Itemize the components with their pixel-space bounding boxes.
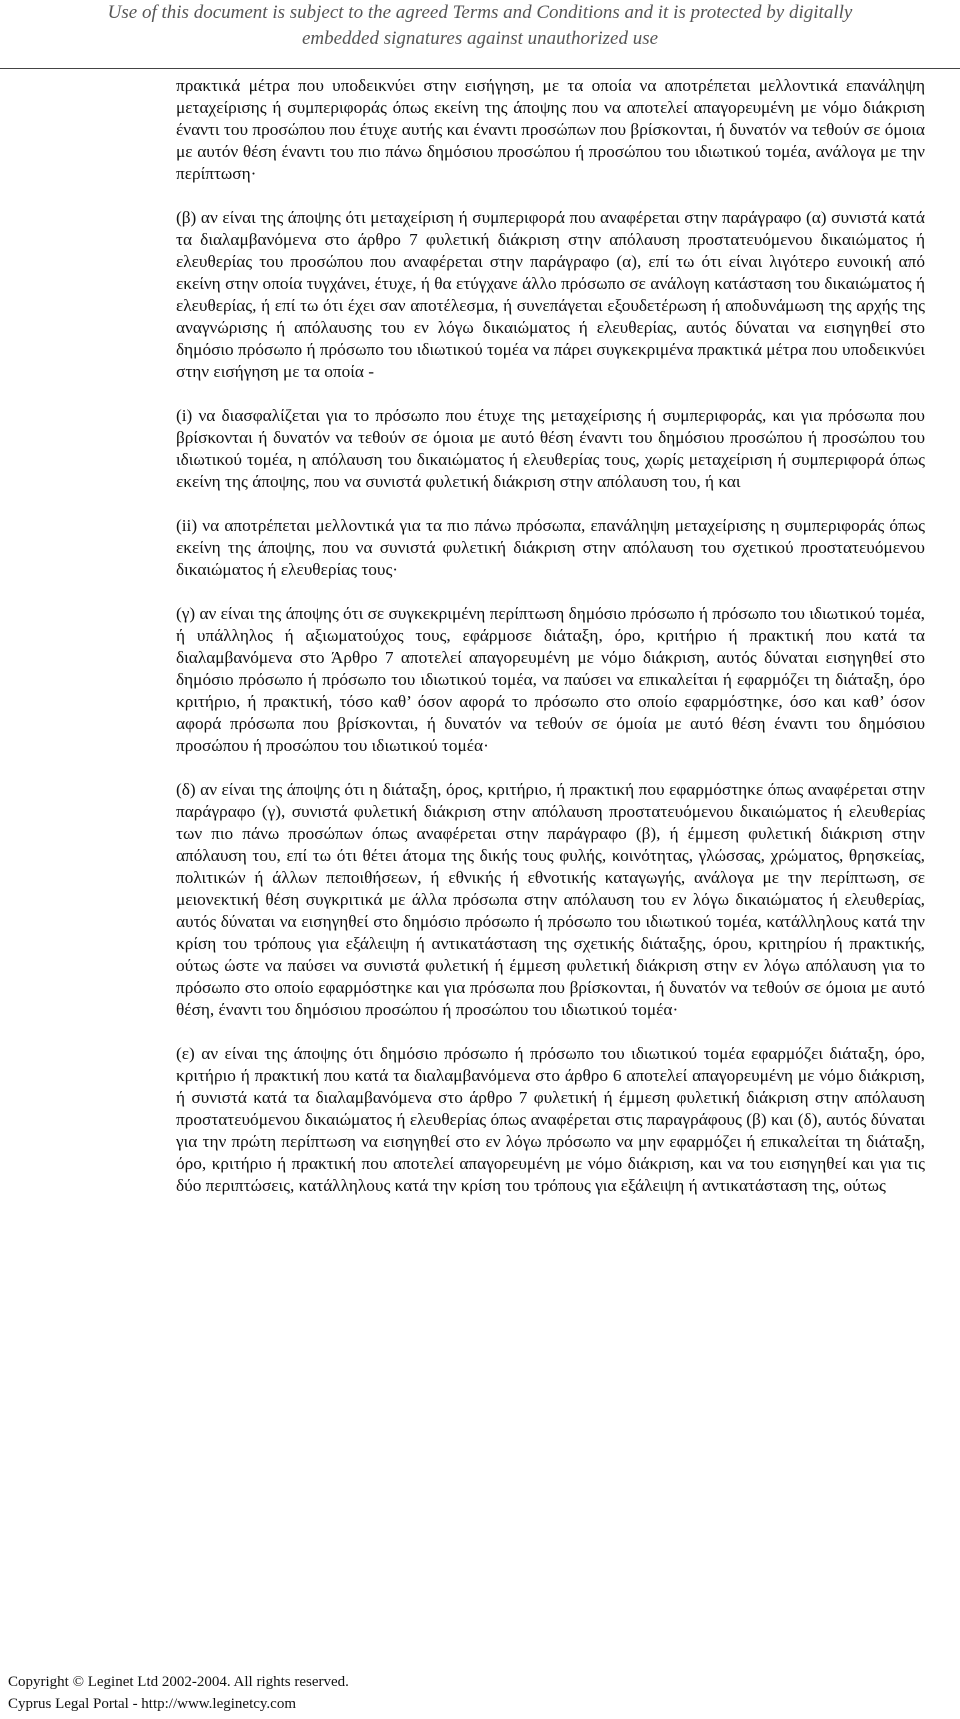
footer-copyright: Copyright © Leginet Ltd 2002-2004. All rights reserved. <box>8 1674 349 1690</box>
header-line-2: embedded signatures against unauthorized use <box>301 28 659 49</box>
paragraph-continuation: πρακτικά μέτρα που υποδεικνύει στην εισήγηση, με τα οποία να αποτρέπεται μελλοντικά επανάληψη μεταχείρισης ή συμπεριφοράς όπως εκείνη της άποψης που να αποτελεί απαγορευμένη με νόμο διάκριση έναντι του προσώπου που έτυχε αυτής και έναντι προσώπων που βρίσκονται, ή δυνατόν να τεθούν σε όμοια με αυτόν θέση έναντι του πιο πάνω δημόσιου προσώπου ή προσώπου του ιδιωτικού τομέα, ανάλογα με την περίπτωση· <box>176 76 925 183</box>
paragraph-c: (γ) αν είναι της άποψης ότι σε συγκεκριμένη περίπτωση δημόσιο πρόσωπο ή πρόσωπο του ιδιωτικού τομέα, ή υπάλληλος ή αξιωματούχος τους, εφάρμοσε διάταξη, όρο, κριτήριο ή πρακτική που κατά τα διαλαμβανόμενα στο Άρθρο 7 αποτελεί απαγορευμένη με νόμο διάκριση, αυτός δύναται εισηγηθεί στο δημόσιο πρόσωπο ή πρόσωπο του ιδιωτικού τομέα, να παύσει να επικαλείται ή εφαρμόζει τη διάταξη, όρο κριτήριο, ή πρακτική, τόσο καθ’ όσον αφορά το πρόσωπο στο οποίο εφαρμόστηκε, όσο και καθ’ όσον αφορά πρόσωπα που βρίσκονται, ή δυνατόν να τεθούν σε όμοία με αυτό θέση έναντι του δημόσιου προσώπου ή προσώπου του ιδιωτικού τομέα· <box>176 604 925 755</box>
paragraph-b-i: (i) να διασφαλίζεται για το πρόσωπο που έτυχε της μεταχείρισης ή συμπεριφοράς, και για πρόσωπα που βρίσκονται ή δυνατόν να τεθούν σε όμοια με αυτό θέση έναντι του δημόσιου προσώπου ή προσώπου του ιδιωτικού τομέα, η απόλαυση του δικαιώματος ή ελευθερίας τους, χωρίς μεταχείριση ή συμπεριφορά όπως εκείνη της άποψης, που να συνιστά φυλετική διάκριση στην απόλαυση του, ή και <box>176 406 925 491</box>
paragraph-e: (ε) αν είναι της άποψης ότι δημόσιο πρόσωπο ή πρόσωπο του ιδιωτικού τομέα εφαρμόζει διάταξη, όρο, κριτήριο ή πρακτική που κατά τα διαλαμβανόμενα στο άρθρο 6 αποτελεί απαγορευμένη με νόμο διάκριση, ή συνιστά κατά τα διαλαμβανόμενα στο άρθρο 7 φυλετική ή έμμεση φυλετική διάκριση στην απόλαυση προστατευόμενου δικαιώματος ή ελευθερίας όπως αναφέρεται στις παραγράφους (β) και (δ), αυτός δύναται για την πρώτη περίπτωση να εισηγηθεί στο εν λόγω πρόσωπο να μην εφαρμόζει ή επικαλείται τη διάταξη, όρο, κριτήριο ή πρακτική που αποτελεί απαγορευμένη με νόμο διάκριση, και να του εισηγηθεί και για τις δύο περιπτώσεις, κατάλληλους κατά την κρίση του τρόπους για εξάλειψη ή αντικατάσταση της, ούτως <box>176 1044 925 1195</box>
header-divider <box>0 68 960 69</box>
document-footer <box>8 1671 349 1715</box>
header-line-1: Use of this document is subject to the agreed Terms and Conditions and it is protected by digitally <box>107 2 853 23</box>
footer-portal-link[interactable]: Cyprus Legal Portal - http://www.leginetcy.com <box>8 1696 296 1712</box>
paragraph-b: (β) αν είναι της άποψης ότι μεταχείριση ή συμπεριφορά που αναφέρεται στην παράγραφο (α) συνιστά κατά τα διαλαμβανόμενα στο άρθρο 7 φυλετική διάκριση στην απόλαυση προστατευόμενου δικαιώματος ή ελευθερίας του προσώπου που αναφέρεται στην παράγραφο (α), επί τω ότι είναι λιγότερο ευνοική από εκείνη στην οποία τυγχάνει, έτυχε, ή θα ετύγχανε άλλο πρόσωπο σε ανάλογη κατάσταση του δικαιώματος ή ελευθερίας, ή επί τω ότι έχει σαν αποτέλεσμα, ή συνεπάγεται εξουδετέρωση ή αποδυνάμωση της αρχής της αναγνώρισης ή απόλαυσης του εν λόγω δικαιώματος ή ελευθερίας, αυτός δύναται να εισηγηθεί στο δημόσιο πρόσωπο ή πρόσωπο του ιδιωτικού τομέα να πάρει συγκεκριμένα πρακτικά μέτρα που υποδεικνύει στην εισήγηση με τα οποία - <box>176 208 925 381</box>
document-header-notice <box>0 0 960 52</box>
paragraph-b-ii: (ii) να αποτρέπεται μελλοντικά για τα πιο πάνω πρόσωπα, επανάληψη μεταχείρισης η συμπεριφοράς όπως εκείνη της άποψης, που να συνιστά φυλετική διάκριση στην απόλαυση του σχετικού προστατευόμενου δικαιώματος ή ελευθερίας τους· <box>176 516 925 579</box>
document-body <box>176 75 925 1219</box>
paragraph-d: (δ) αν είναι της άποψης ότι η διάταξη, όρος, κριτήριο, ή πρακτική που εφαρμόστηκε όπως αναφέρεται στην παράγραφο (γ), συνιστά φυλετική διάκριση στην απόλαυση προστατευόμενου δικαιώματος ή ελευθερίας των πιο πάνω προσώπων όπως αναφέρεται στην παράγραφο (β), ή έμμεση φυλετική διάκριση στην απόλαυση του, επί τω ότι θέτει άτομα της δικής τους φυλής, κοινότητας, γλώσσας, χρώματος, θρησκείας, πολιτικών ή άλλων πεποιθήσεων, ή εθνικής ή εθνοτικής καταγωγής, ανάλογα με την περίπτωση, σε μειονεκτική θέση συγκριτικά με άλλα πρόσωπα στην απόλαυση του εν λόγω δικαιώματος ή ελευθερίας, αυτός δύναται να εισηγηθεί στο δημόσιο πρόσωπο ή πρόσωπο του ιδιωτικού τομέα, κατάλληλους κατά την κρίση του τρόπους για εξάλειψη ή αντικατάσταση της σχετικής διάταξης, όρου, κριτηρίου ή πρακτικής, ούτως ώστε να παύσει να συνιστά φυλετική ή έμμεση φυλετική διάκριση στην εν λόγω απόλαυση για το πρόσωπο στο οποίο εφαρμόστηκε και για πρόσωπα που βρίσκονται, ή δυνατόν να τεθούν σε όμοια με αυτό θέση, έναντι του δημόσιου προσώπου ή προσώπου του ιδιωτικού τομέα· <box>176 780 925 1019</box>
